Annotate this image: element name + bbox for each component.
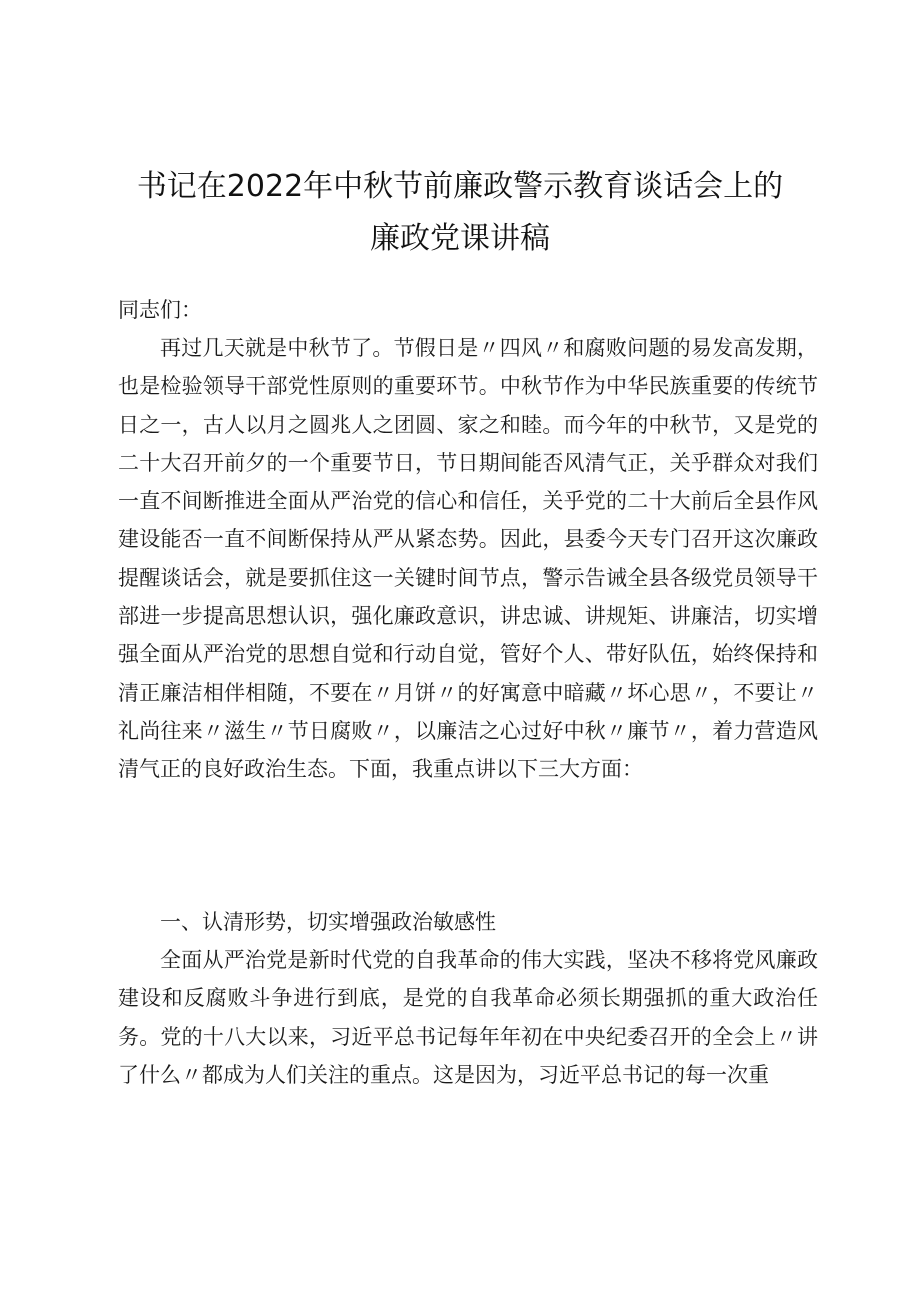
section-heading-1: 一、认清形势，切实增强政治敏感性: [160, 910, 496, 934]
paragraph-section-1: 全面从严治党是新时代党的自我革命的伟大实践，坚决不移将党风廉政建设和反腐败斗争进行到底，是党的自我革命必须长期强抓的重大政治任务。党的十八大以来，习近平总书记每年年初在中央纪委召开的全会上〃讲了什么〃都成为人们关注的重点。这是因为，习近平总书记的每一次重: [118, 948, 818, 1087]
document-title-line-2: 廉政党课讲稿: [370, 221, 550, 256]
paragraph-intro: 再过几天就是中秋节了。节假日是〃四风〃和腐败问题的易发高发期，也是检验领导干部党性原则的重要环节。中秋节作为中华民族重要的传统节日之一，古人以月之圆兆人之团圆、家之和睦。而今年的中秋节，又是党的二十大召开前夕的一个重要节日，节日期间能否风清气正，关乎群众对我们一直不间断推进全面从严治党的信心和信任，关乎党的二十大前后全县作风建设能否一直不间断保持从严从紧态势。因此，县委今天专门召开这次廉政提醒谈话会，就是要抓住这一关键时间节点，警示告诫全县各级党员领导干部进一步提高思想认识，强化廉政意识，讲忠诚、讲规矩、讲廉洁，切实增强全面从严治党的思想自觉和行动自觉，管好个人、带好队伍，始终保持和清正廉洁相伴相随，不要在〃月饼〃的好寓意中暗藏〃坏心思〃，不要让〃礼尚往来〃滋生〃节日腐败〃，以廉洁之心过好中秋〃廉节〃，着力营造风清气正的良好政治生态。下面，我重点讲以下三大方面：: [118, 336, 818, 782]
salutation: 同志们：: [118, 298, 202, 322]
document-title-line-1: 书记在2022年中秋节前廉政警示教育谈话会上的: [136, 169, 784, 204]
